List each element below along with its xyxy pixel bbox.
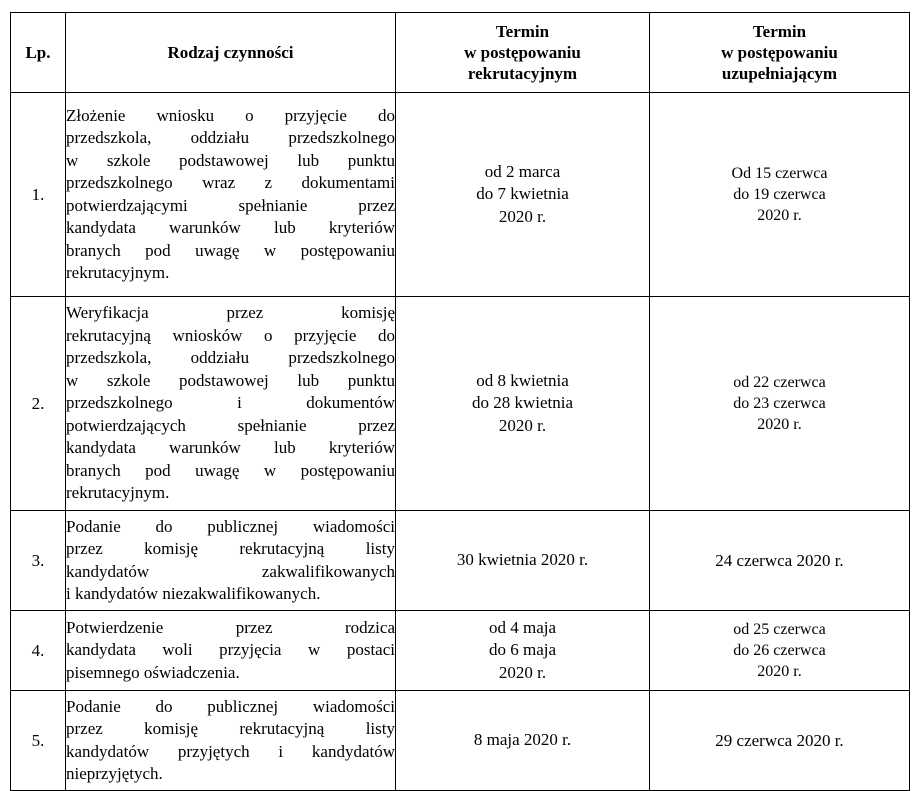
- term-line: od 25 czerwca: [733, 621, 826, 638]
- activity-line: kandydata woli przyjęcia w postaci: [66, 640, 395, 660]
- activity-line: przez komisję rekrutacyjną listy: [66, 719, 395, 738]
- term-recruitment-cell: [396, 611, 650, 691]
- activity-line: nieprzyjętych.: [66, 764, 163, 783]
- term-line: od 4 maja: [488, 617, 557, 637]
- term-line: 29 czerwca 2020 r.: [715, 731, 844, 750]
- table-row: [11, 611, 910, 691]
- term-line: 30 kwietnia 2020 r.: [456, 550, 589, 570]
- activity-line: Podanie do publicznej wiadomości: [66, 696, 395, 716]
- activity-line: pisemnego oświadczenia.: [66, 662, 240, 682]
- activity-line: branych pod uwagę w postępowaniu: [66, 240, 395, 260]
- term-line: 2020 r.: [757, 416, 802, 433]
- term-line: 2020 r.: [498, 206, 547, 226]
- term-recruitment-cell: [396, 511, 650, 611]
- header-activity: Rodzaj czynności: [66, 13, 396, 93]
- term-line: do 23 czerwca: [733, 395, 826, 412]
- row-number: 3.: [11, 511, 66, 611]
- term-line: 8 maja 2020 r.: [473, 730, 572, 750]
- activity-line: przedszkolnego wraz z dokumentami: [66, 173, 395, 192]
- activity-line: i kandydatów niezakwalifikowanych.: [66, 584, 321, 603]
- term-recruitment-cell: [396, 297, 650, 511]
- activity-cell: [66, 611, 396, 691]
- activity-line: Weryfikacja przez komisję: [66, 303, 395, 323]
- activity-line: Złożenie wniosku o przyjęcie do: [66, 105, 395, 125]
- header-line: w postępowaniu: [721, 43, 838, 62]
- term-supplementary-cell: [650, 691, 910, 791]
- activity-line: przedszkolnego i dokumentów: [66, 393, 395, 413]
- header-line: uzupełniającym: [721, 64, 838, 83]
- activity-line: potwierdzającymi spełnianie przez: [66, 195, 395, 215]
- activity-line: rekrutacyjnym.: [66, 483, 170, 503]
- activity-line: kandydata warunków lub kryteriów: [66, 438, 395, 458]
- header-term-recruitment: [396, 13, 650, 93]
- header-line: Termin: [752, 22, 807, 41]
- term-line: 24 czerwca 2020 r.: [715, 551, 844, 570]
- row-number: 2.: [11, 297, 66, 511]
- term-line: od 22 czerwca: [733, 374, 826, 391]
- activity-line: Potwierdzenie przez rodzica: [66, 617, 395, 637]
- table-row: [11, 691, 910, 791]
- table-row: [11, 511, 910, 611]
- activity-line: rekrutacyjną wniosków o przyjęcie do: [66, 325, 395, 345]
- activity-cell: [66, 511, 396, 611]
- term-supplementary-cell: [650, 611, 910, 691]
- term-line: do 6 maja: [488, 640, 557, 660]
- term-line: do 19 czerwca: [733, 186, 826, 203]
- activity-line: Podanie do publicznej wiadomości: [66, 516, 395, 536]
- term-line: od 8 kwietnia: [476, 370, 569, 390]
- activity-line: przedszkola, oddziału przedszkolnego: [66, 348, 395, 368]
- activity-line: potwierdzających spełnianie przez: [66, 415, 395, 435]
- term-recruitment-cell: [396, 93, 650, 297]
- activity-line: w szkole podstawowej lub punktu: [66, 150, 395, 170]
- term-line: Od 15 czerwca: [731, 165, 828, 182]
- activity-line: branych pod uwagę w postępowaniu: [66, 460, 395, 480]
- term-line: do 7 kwietnia: [476, 184, 569, 204]
- term-line: 2020 r.: [498, 415, 547, 435]
- term-line: 2020 r.: [757, 663, 802, 680]
- activity-cell: [66, 297, 396, 511]
- term-supplementary-cell: [650, 297, 910, 511]
- row-number: 4.: [11, 611, 66, 691]
- term-supplementary-cell: [650, 93, 910, 297]
- activity-line: kandydatów przyjętych i kandydatów: [66, 741, 395, 761]
- activity-cell: [66, 93, 396, 297]
- term-line: 2020 r.: [498, 662, 547, 682]
- term-line: do 28 kwietnia: [471, 393, 574, 413]
- row-number: 5.: [11, 691, 66, 791]
- recruitment-schedule-table: [10, 12, 910, 791]
- header-term-supplementary: [650, 13, 910, 93]
- header-lp: Lp.: [11, 13, 66, 93]
- term-line: od 2 marca: [484, 161, 561, 181]
- activity-line: w szkole podstawowej lub punktu: [66, 370, 395, 390]
- activity-line: przez komisję rekrutacyjną listy: [66, 539, 395, 558]
- table-row: [11, 93, 910, 297]
- activity-line: rekrutacyjnym.: [66, 263, 170, 282]
- term-supplementary-cell: [650, 511, 910, 611]
- activity-line: przedszkola, oddziału przedszkolnego: [66, 128, 395, 147]
- activity-cell: [66, 691, 396, 791]
- table-row: [11, 297, 910, 511]
- row-number: 1.: [11, 93, 66, 297]
- header-line: w postępowaniu: [464, 43, 581, 62]
- header-line: rekrutacyjnym: [467, 64, 578, 83]
- table-header-row: [11, 13, 910, 93]
- term-recruitment-cell: [396, 691, 650, 791]
- activity-line: kandydatów zakwalifikowanych: [66, 561, 395, 581]
- term-line: do 26 czerwca: [733, 642, 826, 659]
- header-line: Termin: [495, 22, 550, 41]
- term-line: 2020 r.: [757, 207, 802, 224]
- activity-line: kandydata warunków lub kryteriów: [66, 218, 395, 237]
